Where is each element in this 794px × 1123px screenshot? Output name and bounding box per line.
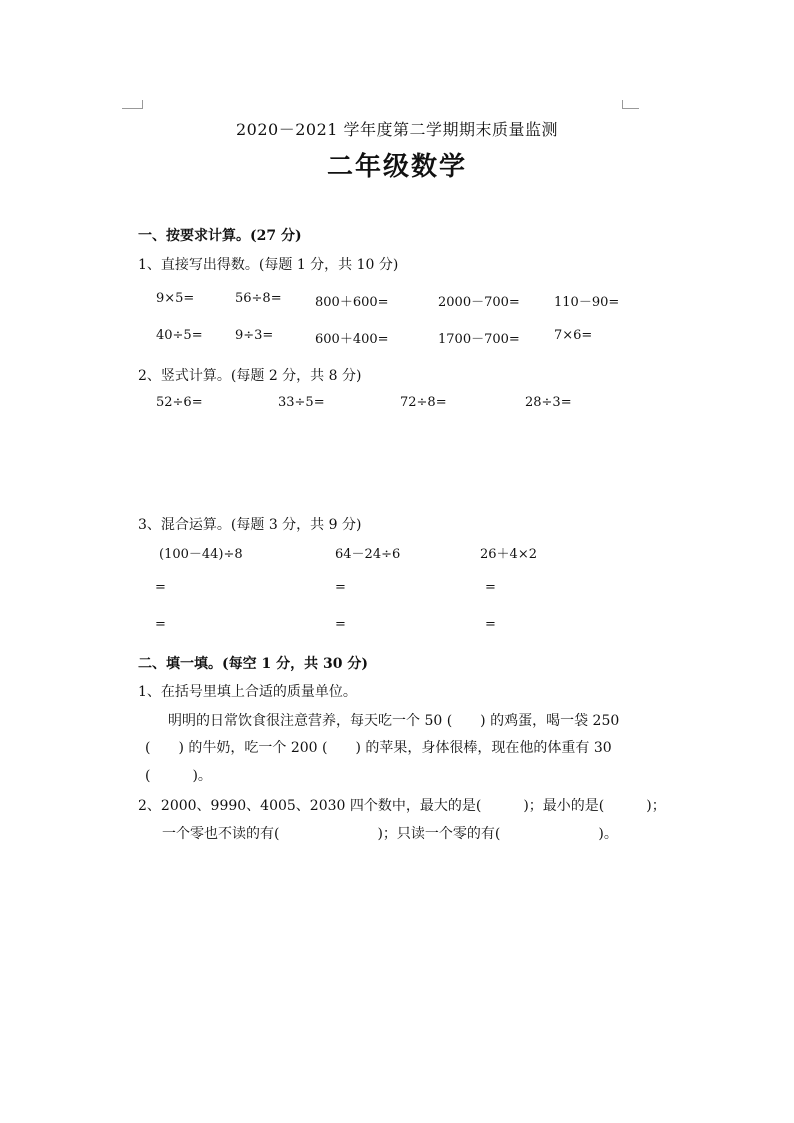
expression: 800＋600= [315, 295, 389, 310]
expression: 2000－700= [438, 295, 520, 310]
equals-sign: = [485, 617, 496, 632]
fill-question-2-line: 一个零也不读的有( )；只读一个零的有( )。 [162, 826, 618, 842]
exam-subtitle: 2020－2021 学年度第二学期期末质量监测 [235, 120, 559, 139]
paragraph-line: ( ) 的牛奶，吃一个 200 ( ) 的苹果，身体很棒，现在他的体重有 30 [145, 740, 612, 756]
expression: 600＋400= [315, 332, 389, 347]
crop-mark-top-left [122, 100, 143, 109]
vertical-calc-item: 72÷8= [400, 395, 447, 410]
expression: 7×6= [554, 328, 593, 343]
expression: 40÷5= [156, 328, 203, 343]
equals-sign: = [155, 617, 166, 632]
vertical-calc-item: 33÷5= [278, 395, 325, 410]
equals-sign: = [335, 580, 346, 595]
question-2-label: 2、竖式计算。(每题 2 分，共 8 分) [138, 368, 362, 384]
vertical-calc-item: 52÷6= [156, 395, 203, 410]
expression: 9×5= [156, 291, 195, 306]
mixed-expression: 64－24÷6 [335, 547, 401, 562]
equals-sign: = [155, 580, 166, 595]
question-1-label: 1、直接写出得数。(每题 1 分，共 10 分) [138, 257, 399, 273]
section-1-heading: 一、按要求计算。(27 分) [138, 228, 302, 244]
expression: 56÷8= [235, 291, 282, 306]
section-2-heading: 二、填一填。(每空 1 分，共 30 分) [138, 656, 368, 672]
paragraph-line: ( )。 [145, 768, 212, 784]
vertical-calc-item: 28÷3= [525, 395, 572, 410]
mixed-expression: 26＋4×2 [480, 547, 537, 562]
exam-title: 二年级数学 [326, 152, 467, 182]
crop-mark-top-right [622, 100, 639, 109]
question-3-label: 3、混合运算。(每题 3 分，共 9 分) [138, 517, 362, 533]
fill-question-1-label: 1、在括号里填上合适的质量单位。 [138, 684, 357, 700]
expression: 1700－700= [438, 332, 520, 347]
paragraph-line: 明明的日常饮食很注意营养，每天吃一个 50 ( ) 的鸡蛋，喝一袋 250 [168, 713, 620, 729]
expression: 110－90= [554, 295, 620, 310]
fill-question-2-line: 2、2000、9990、4005、2030 四个数中，最大的是( )；最小的是( )； [138, 798, 666, 814]
mixed-expression: (100－44)÷8 [159, 547, 243, 562]
equals-sign: = [485, 580, 496, 595]
equals-sign: = [335, 617, 346, 632]
expression: 9÷3= [235, 328, 274, 343]
